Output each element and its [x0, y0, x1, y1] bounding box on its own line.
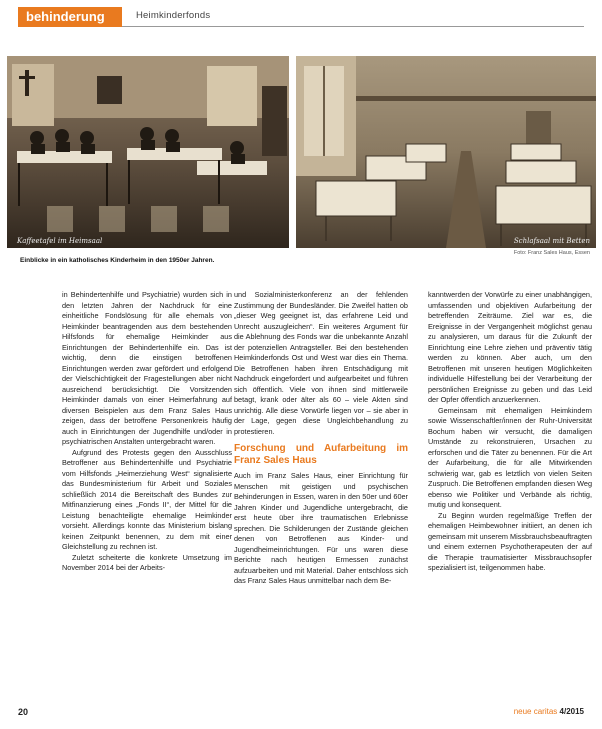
paragraph: Aufgrund des Protests gegen den Ausschluss Betroffener aus Behindertenhilfe und Psychiatrie vom Hilfsfonds „Heimerziehung West“ signalisierte das Bundesministerium für Arbeit und Soziales schließlich 2014 die Bereitschaft des Bundes zur Mitfinanzierung eines „Fonds II“, der Mittel für die Leistung benachteiligte ehemalige Heimkinder vorsieht. Allerdings konnte das Ministerium bislang keinen Zeitpunkt benennen, zu dem mit einer Gleichstellung zu rechnen ist. [62, 447, 232, 551]
text-column-3 [428, 290, 592, 574]
paragraph: in Behindertenhilfe und Psychiatrie) wurden sich in den letzten Jahren der Nachdruck für eine einheitliche Fondslösung für alle ehemals von Heimkinder beantragenden aus dem bestehenden Hilfsfonds für ehemalige Heimkinder aus Einrichtungen der Behindertenhilfe ein. Das ist wichtig, denn die einstigen betroffenen Einrichtungen werden zwar gefördert und erfolgend der Vielschichtigkeit der Fragestellungen aber nicht ausreichend berücksichtigt. Die Vorsitzenden Heimkinder damals von einer Heimerfahrung auf diversen Beispielen aus dem Franz Sales Haus zeigen, dass der betroffene Personenkreis häufig auch in Einrichtungen der Jugendhilfe und/oder in psychiatrischen Anstalten untergebracht waren. [62, 290, 232, 446]
dining-hall-image [7, 56, 289, 248]
photo-credit: Foto: Franz Sales Haus, Essen [513, 250, 590, 256]
text-column-1 [62, 290, 232, 574]
page-number: 20 [18, 707, 29, 717]
photo-right-label: Schlafsaal mit Betten [513, 237, 590, 245]
paragraph: Auch im Franz Sales Haus, einer Einrichtung für Menschen mit geistigen und psychischen Behinderungen in Essen, waren in den 50er und 60er Jahren Kinder und Jugendliche untergebracht, die erst heute über ihre traumatischen Erlebnisse sprechen. Die Schilderungen der Zustände gleichen denen von Betroffenen aus Kinder- und Jugendheimeinrichtungen. Für uns waren diese Berichte nach heutigen Ermessen zunächst aufzuarbeiten und mit Material. Daher entschloss sich das Franz Sales Haus unmittelbar nach dem Be- [234, 471, 408, 585]
magazine-name: neue caritas [513, 707, 558, 716]
paragraph: kanntwerden der Vorwürfe zu einer unabhängigen, umfassenden und objektiven Aufarbeitung der betreffenden Zeiträume. Ziel war es, die Ereignisse in der Vergangenheit möglichst genau zu analysieren, um daraus für die Zukunft der Einrichtung eine Lehre ziehen und präventiv tätig werden zu können. Aber auch, um den Betroffenen mit unseren heutigen Möglichkeiten individuelle Hilfestellung bei der Verarbeitung der persönlichen Ereignisse zu geben und das Leid der Opfer öffentlich anzuerkennen. [428, 290, 592, 404]
section-tag: behinderung [18, 7, 122, 27]
issue-number: 4/2015 [559, 707, 584, 716]
header-divider [122, 26, 584, 27]
paragraph: Gemeinsam mit ehemaligen Heimkindern sowie Wissenschaftler/innen der Ruhr-Universität Bochum haben wir versucht, die damaligen Umstände zu rekonstruieren, Ursachen zu erforschen und die Täter zu benennen. Für die Art der Aufarbeitung, die für alle Mitwirkenden schwierig war, gab es letztlich von vielen Seiten Zuspruch. Die Betroffenen empfanden diesen Weg ebenso wie Politiker und Verbände als richtig, mutig und konsequent. [428, 405, 593, 509]
section-heading: Forschung und Aufarbeitung im Franz Sales Haus [234, 443, 408, 466]
page-footer [0, 700, 602, 729]
paragraph: Zu Beginn wurden regelmäßige Treffen der ehemaligen Heimbewohner initiiert, an denen ich gemeinsam mit unserem Missbrauchsbeauftragten und einem externen Psychotherapeuten der auf die Therapie traumatisierter Missbrauchsopfer spezialisiert ist, teilgenommen habe. [428, 510, 592, 572]
page-header [18, 7, 584, 27]
photo-caption: Einblicke in ein katholisches Kinderheim in den 1950er Jahren. [20, 257, 215, 264]
dormitory-image [296, 56, 596, 248]
paragraph: und Sozialministerkonferenz an der fehlenden Zustimmung der Bundesländer. Die Zweifel hatten ob „dieser Weg geeignet ist, das erfahrene Leid und Unrecht auszugleichen“. Ein weiteres Argument für die Ablehnung des Fonds war die unbekannte Anzahl der potenziellen Antragsteller. Bei den bestehenden Heimkinderfonds Ost und West war dies ein Thema. Die Betroffenen haben ihren Entschädigung mit Nachdruck eingefordert und aufgearbeitet und führen sich öffentlich. Viele von ihnen sind mittlerweile betagt, krank oder älter als 60 – viele Akten sind unrichtig. Alle diese Vorwürfe liegen vor – sie aber in der Lage, gegen diese Ungleichbehandlung zu protestieren. [234, 290, 408, 436]
photo-dining-hall [7, 56, 289, 248]
paragraph: Zuletzt scheiterte die konkrete Umsetzung im November 2014 bei der Arbeits- [62, 552, 232, 572]
text-column-2 [234, 290, 408, 587]
photo-dormitory [296, 56, 596, 248]
magazine-issue [514, 707, 584, 716]
section-subtitle: Heimkinderfonds [136, 10, 211, 21]
photo-left-label: Kaffeetafel im Heimsaal [17, 237, 103, 245]
